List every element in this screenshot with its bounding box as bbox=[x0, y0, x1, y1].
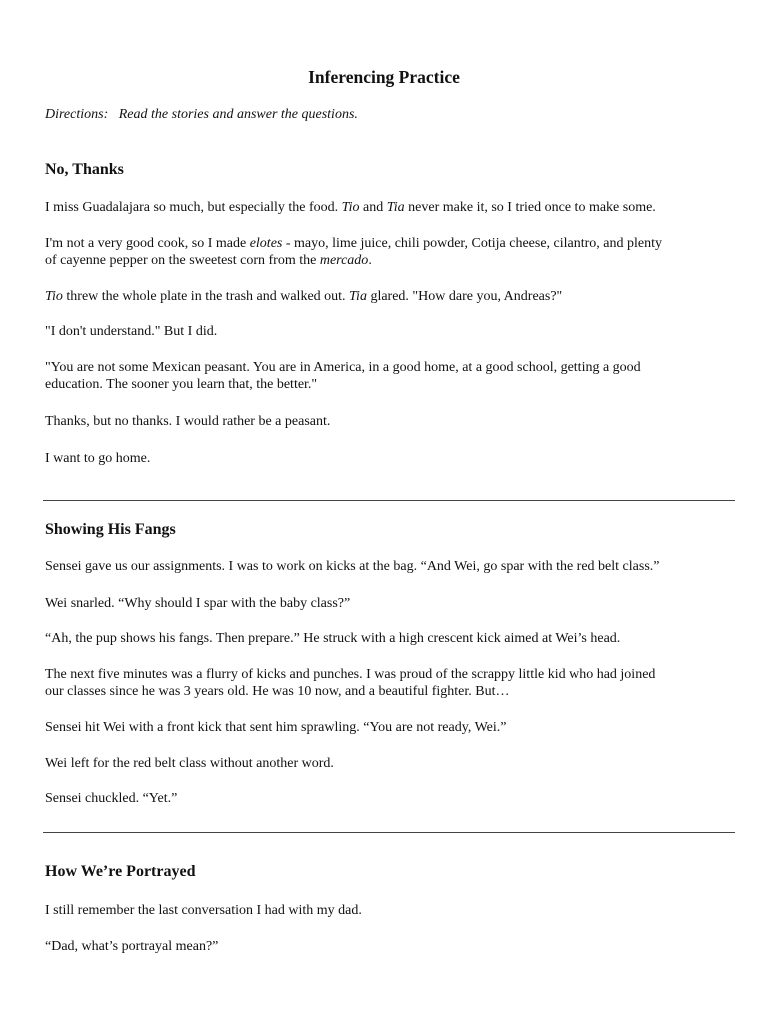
story-paragraph bbox=[45, 359, 725, 393]
italic-text: Tia bbox=[349, 289, 367, 304]
story-paragraph: Thanks, but no thanks. I would rather be a peasant. bbox=[45, 414, 331, 429]
text-run: of cayenne pepper on the sweetest corn from the bbox=[45, 253, 320, 268]
story-paragraph: “Dad, what’s portrayal mean?” bbox=[45, 939, 219, 954]
section-divider bbox=[43, 832, 735, 833]
story-how-were-portrayed bbox=[45, 862, 735, 954]
text-run: our classes since he was 3 years old. He was 10 now, and a beautiful fighter. But… bbox=[45, 684, 510, 699]
text-run: The next five minutes was a flurry of kicks and punches. I was proud of the scrappy little kid who had joined bbox=[45, 667, 656, 682]
page-title: Inferencing Practice bbox=[308, 67, 460, 87]
text-run: I miss Guadalajara so much, but especially the food. bbox=[45, 200, 342, 215]
story-paragraph: Sensei gave us our assignments. I was to work on kicks at the bag. “And Wei, go spar with the red belt class.” bbox=[45, 559, 660, 574]
story-paragraph bbox=[45, 199, 725, 216]
story-paragraph: Wei snarled. “Why should I spar with the baby class?” bbox=[45, 596, 351, 611]
story-paragraph: "I don't understand." But I did. bbox=[45, 324, 218, 339]
italic-text: elotes bbox=[249, 236, 283, 251]
story-paragraph: Sensei chuckled. “Yet.” bbox=[45, 791, 178, 806]
italic-text: mercado bbox=[319, 253, 369, 268]
text-run: never make it, so I tried once to make some. bbox=[404, 200, 656, 215]
text-run: - mayo, lime juice, chili powder, Cotija cheese, cilantro, and plenty bbox=[282, 236, 663, 251]
story-paragraph: “Ah, the pup shows his fangs. Then prepare.” He struck with a high crescent kick aimed at Wei’s head. bbox=[45, 631, 621, 646]
text-run: . bbox=[368, 253, 372, 268]
italic-text: Tia bbox=[386, 200, 405, 215]
story-heading: How We’re Portrayed bbox=[45, 863, 196, 880]
story-no-thanks bbox=[45, 160, 735, 466]
text-run: threw the whole plate in the trash and walked out. bbox=[62, 289, 350, 304]
section-divider bbox=[43, 500, 735, 501]
text-run: "You are not some Mexican peasant. You are in America, in a good home, at a good school, getting a good bbox=[45, 360, 641, 375]
story-paragraph: Wei left for the red belt class without another word. bbox=[45, 756, 334, 771]
story-paragraph: Sensei hit Wei with a front kick that sent him sprawling. “You are not ready, Wei.” bbox=[45, 720, 507, 735]
directions: Directions: Read the stories and answer the questions. bbox=[45, 107, 358, 122]
story-heading: Showing His Fangs bbox=[45, 521, 176, 538]
text-run: I'm not a very good cook, so I made bbox=[45, 236, 250, 251]
story-paragraph bbox=[45, 666, 725, 700]
italic-text: Tio bbox=[45, 289, 63, 304]
story-paragraph: I still remember the last conversation I had with my dad. bbox=[45, 903, 362, 918]
text-run: glared. "How dare you, Andreas?" bbox=[366, 289, 563, 304]
story-showing-his-fangs bbox=[45, 520, 735, 806]
text-run: education. The sooner you learn that, the better." bbox=[45, 377, 318, 392]
story-heading: No, Thanks bbox=[45, 161, 124, 178]
italic-text: Tio bbox=[341, 200, 360, 215]
story-paragraph: I want to go home. bbox=[45, 451, 151, 466]
story-paragraph bbox=[45, 288, 725, 305]
story-paragraph bbox=[45, 235, 725, 269]
text-run: and bbox=[359, 200, 387, 215]
